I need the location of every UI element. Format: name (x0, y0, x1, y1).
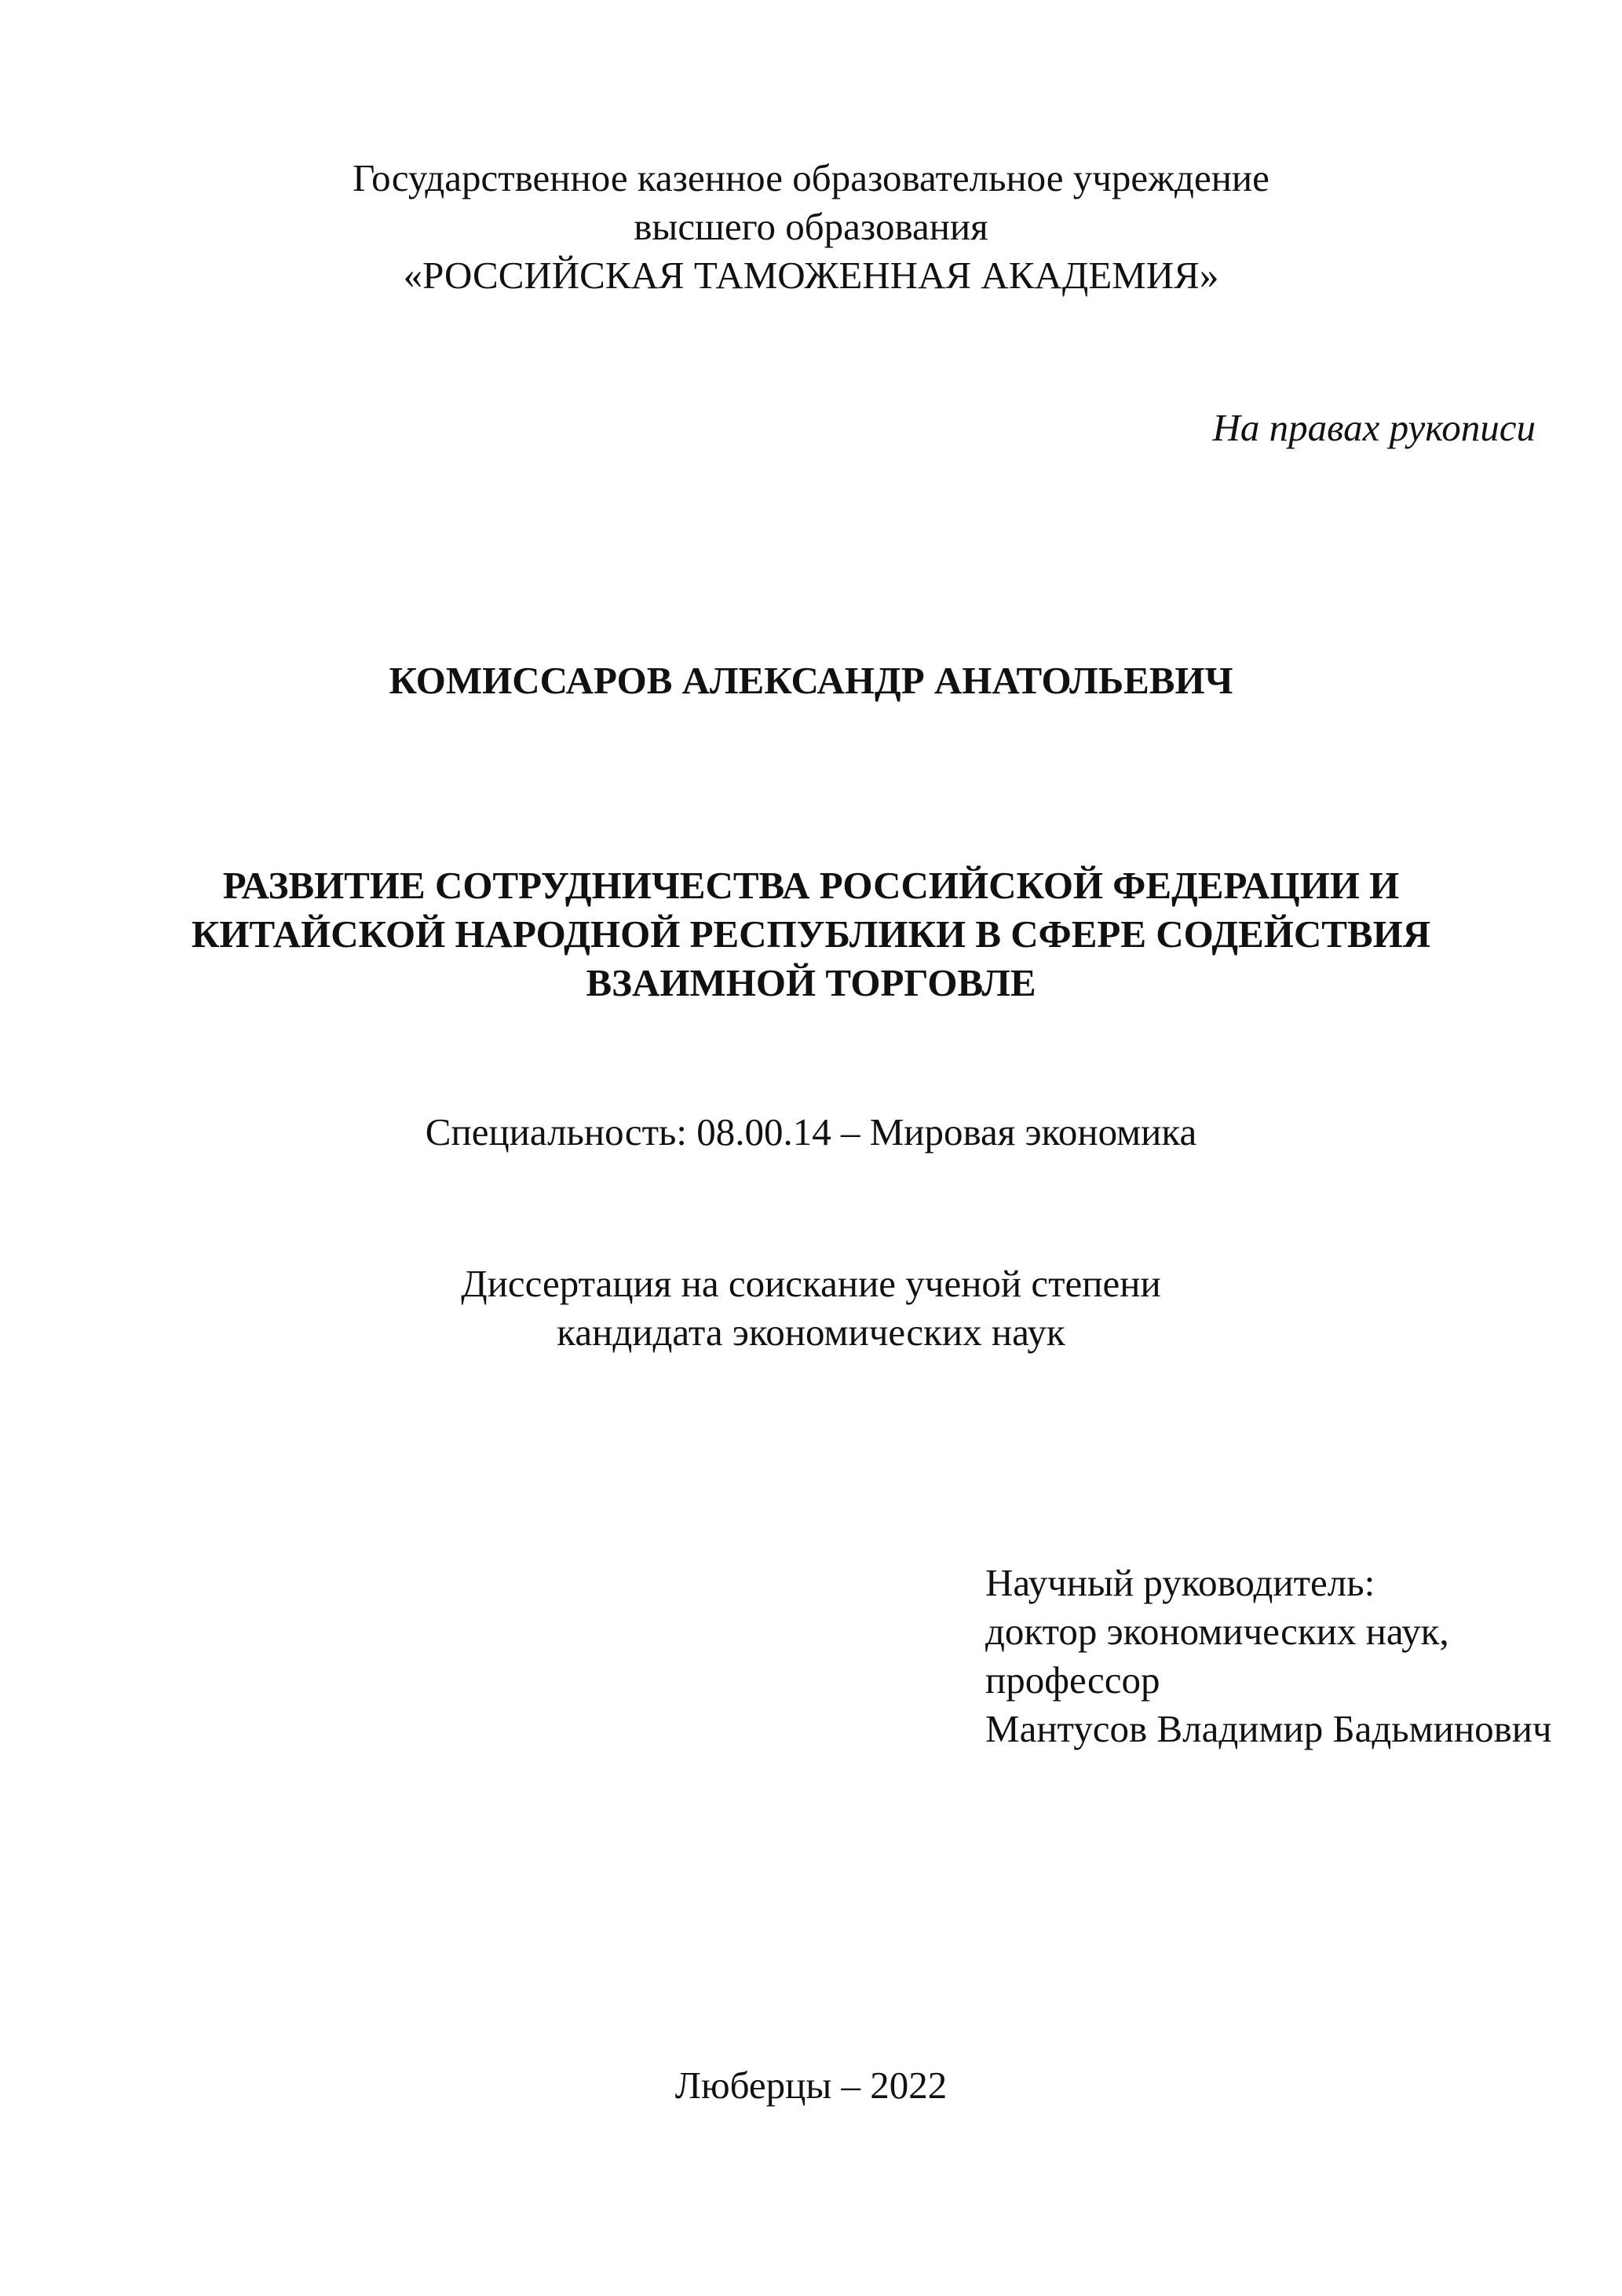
dissertation-title (0, 861, 1622, 1007)
title-line: РАЗВИТИЕ СОТРУДНИЧЕСТВА РОССИЙСКОЙ ФЕДЕРАЦИИ И (222, 864, 1400, 907)
title-line: ВЗАИМНОЙ ТОРГОВЛЕ (586, 961, 1036, 1004)
institution-line: Государственное казенное образовательное учреждение (353, 156, 1269, 199)
institution-line: высшего образования (634, 205, 988, 248)
degree-line: Диссертация на соискание ученой степени (461, 1262, 1161, 1305)
specialty: Специальность: 08.00.14 – Мировая экономика (425, 1110, 1197, 1153)
institution-name: «РОССИЙСКАЯ ТАМОЖЕННАЯ АКАДЕМИЯ» (403, 254, 1219, 297)
author-name: КОМИССАРОВ АЛЕКСАНДР АНАТОЛЬЕВИЧ (389, 659, 1233, 702)
institution-header (0, 154, 1622, 300)
supervisor-name: Мантусов Владимир Бадьминович (985, 1707, 1552, 1750)
supervisor-title: профессор (985, 1658, 1160, 1702)
supervisor-block (985, 1559, 1552, 1753)
title-line: КИТАЙСКОЙ НАРОДНОЙ РЕСПУБЛИКИ В СФЕРЕ СОДЕЙСТВИЯ (191, 912, 1431, 956)
place-year: Люберцы – 2022 (674, 2064, 948, 2107)
degree-info (0, 1260, 1622, 1357)
degree-line: кандидата экономических наук (557, 1311, 1065, 1354)
supervisor-label: Научный руководитель: (985, 1561, 1375, 1604)
supervisor-degree: доктор экономических наук, (985, 1610, 1449, 1653)
manuscript-note: На правах рукописи (1212, 406, 1536, 449)
